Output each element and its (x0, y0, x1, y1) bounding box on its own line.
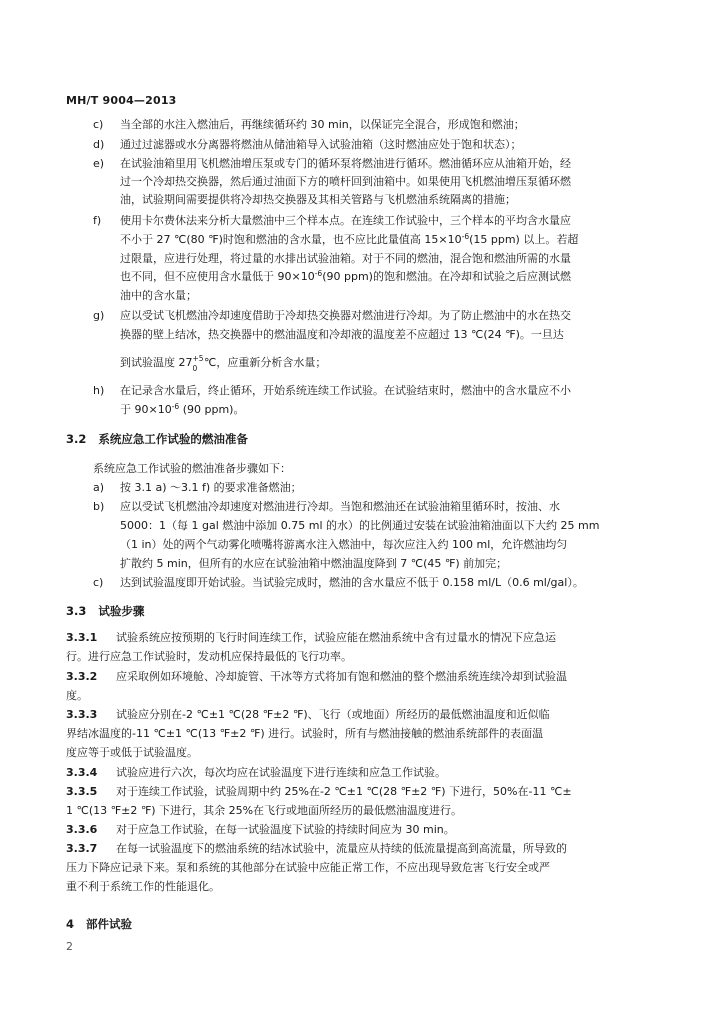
page-number: 2 (66, 940, 73, 953)
clause-text: 在每一试验温度下的燃油系统的结冰试验中，流量应从持续的低流量提高到高流量，所导致的 (116, 842, 567, 855)
list-text: 油，试验期间需要提供将冷却热交换器及其相关管路与飞机燃油系统隔离的措施； (120, 193, 516, 206)
clause-text: 试验应分别在-2 ℃±1 ℃(28 ℉±2 ℉)、飞行（或地面）所经历的最低燃油温度和近似临 (116, 708, 550, 721)
section-heading: 3.3 试验步骤 (66, 604, 145, 618)
clause-number: 3.3.7 (66, 842, 98, 855)
list-label: e) (93, 157, 105, 170)
list-label: g) (93, 309, 105, 322)
list-text: 使用卡尔费休法来分析大量燃油中三个样本点。在连续工作试验中，三个样本的平均含水量应 (120, 214, 571, 227)
section-heading: 3.2 系统应急工作试验的燃油准备 (66, 432, 248, 446)
clause-text: 1 ℃(13 ℉±2 ℉) 下进行，其余 25%在飞行或地面所经历的最低燃油温度进行。 (66, 804, 463, 817)
list-label: d) (93, 138, 105, 151)
list-text: 换器的壁上结冰，热交换器中的燃油温度和冷却液的温度差不应超过 13 ℃(24 ℉)。一旦达 (120, 328, 564, 341)
list-text: 油中的含水量； (120, 289, 197, 302)
clause-text: 对于连续工作试验，试验周期中约 25%在-2 ℃±1 ℃(28 ℉±2 ℉) 下进行，50%在-11 ℃± (116, 785, 572, 798)
list-text: 过一个冷却热交换器，然后通过油面下方的喷杆回到油箱中。如果使用飞机燃油增压泵循环燃 (120, 175, 571, 188)
paragraph: 系统应急工作试验的燃油准备步骤如下： (93, 462, 291, 475)
list-text: 于 $90\times 10^{-6}$ (90 ppm)。 (120, 402, 245, 416)
clause-text: 度。 (66, 689, 88, 702)
standard-number: MH/T 9004—2013 (66, 94, 177, 107)
list-text: 应以受试飞机燃油冷却速度借助于冷却热交换器对燃油进行冷却。为了防止燃油中的水在热交 (120, 309, 571, 322)
list-label: c) (93, 118, 104, 131)
list-text: 达到试验温度即开始试验。当试验完成时，燃油的含水量应不低于 0.158 ml/L（0.6 ml/gal）。 (120, 576, 584, 589)
list-text: 按 3.1 a) ～3.1 f) 的要求准备燃油； (120, 481, 302, 494)
clause-text: 应采取例如环境舱、冷却旋管、干冰等方式将加有饱和燃油的整个燃油系统连续冷却到试验温 (116, 670, 567, 683)
list-text: 通过过滤器或水分离器将燃油从储油箱导入试验油箱（这时燃油应处于饱和状态）； (120, 138, 522, 151)
list-text: 也不同，但不应使用含水量低于 $90\times 10^{-6}(90$ ppm)的饱和燃油。在冷却和试验之后应测试燃 (120, 269, 571, 283)
list-label: c) (93, 576, 104, 589)
list-label: b) (93, 500, 105, 513)
superscript: -6 (314, 269, 323, 278)
list-text: （1 in）处的两个气动雾化喷嘴将游离水注入燃油中，每次应注入约 100 ml，允许燃油均匀 (120, 538, 568, 551)
list-text: 不小于 27 ℃(80 ℉)时饱和燃油的含水量，也不应比此量值高 $15\times 10^{-6}(15$ ppm) 以上。若超 (120, 232, 579, 246)
section-heading: 4 部件试验 (66, 917, 133, 931)
clause-number: 3.3.5 (66, 785, 98, 798)
clause-text: 对于应急工作试验，在每一试验温度下试验的持续时间应为 30 min。 (116, 823, 455, 836)
list-label: f) (93, 214, 102, 227)
clause-text: 度应等于或低于试验温度。 (66, 746, 198, 759)
list-text: 在记录含水量后，终止循环，开始系统连续工作试验。在试验结束时，燃油中的含水量应不小 (120, 384, 571, 397)
clause-text: 试验应进行六次，每次均应在试验温度下进行连续和应急工作试验。 (116, 766, 446, 779)
list-text: 5000：1（每 1 gal 燃油中添加 0.75 ml 的水）的比例通过安装在试验油箱油面以下大约 25 mm (120, 519, 600, 532)
list-text: 当全部的水注入燃油后，再继续循环约 30 min，以保证完全混合，形成饱和燃油； (120, 118, 525, 131)
clause-number: 3.3.2 (66, 670, 98, 683)
clause-text: 行。进行应急工作试验时，发动机应保持最低的飞行功率。 (66, 650, 352, 663)
clause-number: 3.3.3 (66, 708, 98, 721)
clause-number: 3.3.1 (66, 631, 98, 644)
list-text: 在试验油箱里用飞机燃油增压泵或专门的循环泵将燃油进行循环。燃油循环应从油箱开始，经 (120, 157, 571, 170)
tolerance-stack: +5 0 (192, 354, 204, 373)
list-text: 过限量，应进行处理，将过量的水排出试验油箱。对于不同的燃油，混合饱和燃油所需的水量 (120, 252, 571, 265)
superscript: -6 (461, 232, 470, 241)
superscript: -6 (171, 402, 180, 411)
clause-number: 3.3.4 (66, 766, 98, 779)
list-text: 扩散约 5 min，但所有的水应在试验油箱中燃油温度降到 7 ℃(45 ℉) 前加完； (120, 557, 508, 570)
list-text: 到试验温度 27 +5 0 ℃，应重新分析含水量； (120, 354, 327, 373)
list-label: h) (93, 384, 105, 397)
clause-text: 试验系统应按预期的飞行时间连续工作，试验应能在燃油系统中含有过量水的情况下应急运 (116, 631, 556, 644)
list-text: 应以受试飞机燃油冷却速度对燃油进行冷却。当饱和燃油还在试验油箱里循环时，按油、水 (120, 500, 560, 513)
clause-text: 重不利于系统工作的性能退化。 (66, 880, 220, 893)
clause-number: 3.3.6 (66, 823, 98, 836)
clause-text: 压力下降应记录下来。泵和系统的其他部分在试验中应能正常工作，不应出现导致危害飞行安全或严 (66, 861, 550, 874)
clause-text: 界结冰温度的-11 ℃±1 ℃(13 ℉±2 ℉) 进行。试验时，所有与燃油接触的燃油系统部件的表面温 (66, 727, 544, 740)
list-label: a) (93, 481, 105, 494)
